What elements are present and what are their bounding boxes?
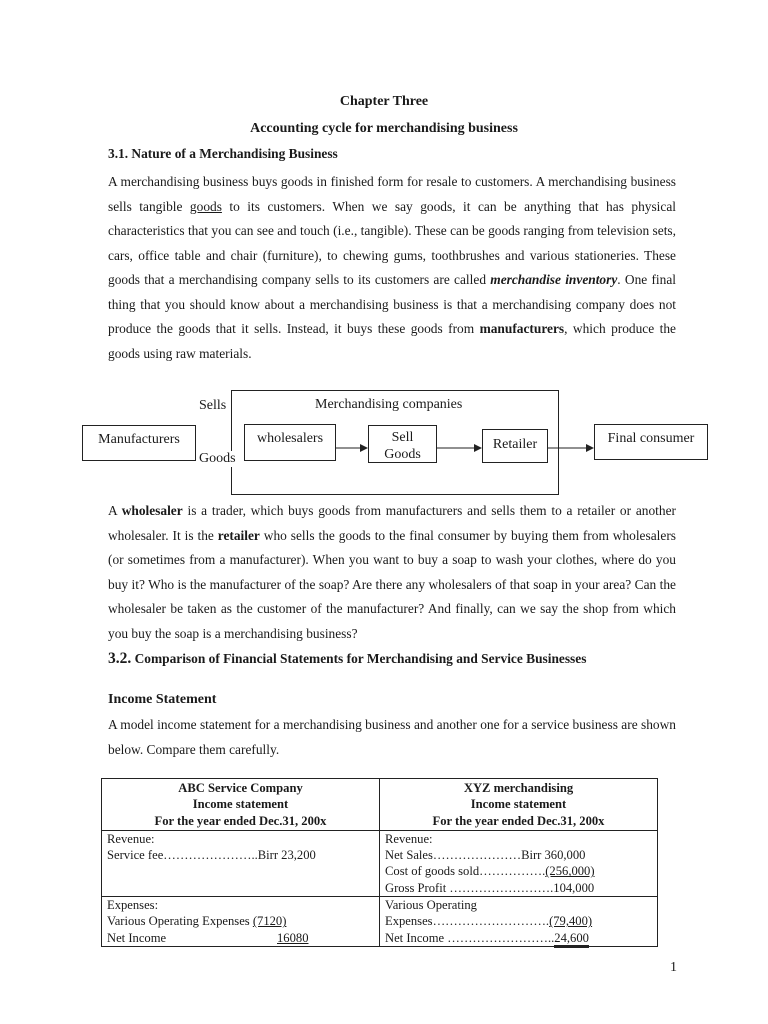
para1-text-1: A merchandising business buys goods in finished form for resale to customers. A merchandising business sells tangible xyxy=(108,174,676,214)
service-net-income-line xyxy=(107,930,379,946)
wholesalers-label: wholesalers xyxy=(256,431,324,446)
service-net-income-value: 16080 xyxy=(277,930,309,945)
supply-chain-diagram xyxy=(0,385,768,500)
service-revenue-label: Revenue: xyxy=(107,831,155,846)
paragraph-nature xyxy=(108,170,676,366)
sell-goods-line2: Goods xyxy=(384,447,421,462)
retailer-term: retailer xyxy=(217,527,260,543)
section-1-heading: 3.1. Nature of a Merchandising Business xyxy=(108,146,338,161)
paragraph-wholesaler xyxy=(108,499,676,646)
para3-text: A model income statement for a merchandising business and another one for a service business are shown below. Compare them carefully. xyxy=(108,717,676,757)
service-header-period: For the year ended Dec.31, 200x xyxy=(154,813,327,828)
final-consumer-label: Final consumer xyxy=(607,431,695,446)
merch-net-income-value: 24,600 xyxy=(554,931,589,948)
service-operating-expenses-label: Various Operating Expenses xyxy=(107,914,253,929)
merch-net-income-line xyxy=(385,930,657,946)
section-2-heading xyxy=(108,650,586,668)
merch-header-statement: Income statement xyxy=(470,797,567,812)
merch-revenue-label: Revenue: xyxy=(385,831,433,846)
section-2-number: 3.2. xyxy=(108,650,132,667)
service-header-statement: Income statement xyxy=(192,797,289,812)
sells-label: Sells xyxy=(199,398,227,413)
merch-header-period: For the year ended Dec.31, 200x xyxy=(432,813,605,828)
manufacturers-label: Manufacturers xyxy=(98,432,180,447)
service-net-income-label: Net Income xyxy=(107,930,167,945)
merch-expenses-value: (79,400) xyxy=(549,914,593,929)
cogs-value: (256,000) xyxy=(545,864,595,879)
service-revenue-cell xyxy=(102,830,380,896)
para2-text-1: is a trader, which buys goods from manufacturers and sells them to a retailer or another wholesaler. It is the xyxy=(108,503,676,543)
income-statement-comparison-table xyxy=(101,778,658,947)
gross-profit-line: Gross Profit …………………….104,000 xyxy=(385,880,595,895)
net-sales-line: Net Sales…………………Birr 360,000 xyxy=(385,848,586,863)
para2-text-a: A xyxy=(108,503,122,518)
service-company-header xyxy=(102,779,380,831)
merchandise-inventory-term: merchandise inventory xyxy=(490,272,618,287)
income-statement-heading: Income Statement xyxy=(108,692,217,707)
merch-net-income-label: Net Income …………………….. xyxy=(385,930,555,945)
table-header-row xyxy=(102,779,658,831)
table-revenue-row xyxy=(102,830,658,896)
wholesaler-term: wholesaler xyxy=(121,503,183,518)
merch-expenses-cell xyxy=(380,897,658,947)
chapter-subtitle: Accounting cycle for merchandising business xyxy=(250,121,518,136)
para1-text-3: . One final thing that you should know about a merchandising business is that a merchandising company does not produce the goods that it sells. Instead, it buys these goods from xyxy=(108,272,677,336)
cogs-line xyxy=(385,863,657,879)
retailer-label: Retailer xyxy=(492,437,538,452)
service-operating-expenses-value: (7120) xyxy=(252,914,287,929)
para2-text-2: who sells the goods to the final consumer by buying them from wholesalers (or sometimes from a manufacturer). When you want to buy a soap to wash your clothes, where do you buy it? Who is the manufacturer of the soap? Are there any wholesalers of that soap in your area? Can the wholesaler be taken as the customer of the manufacturer? And finally, can we say the shop from which you buy the soap is a merchandising business? xyxy=(108,527,676,641)
para1-text-2: to its customers. When we say goods, it can be anything that has physical characteristics that you can see and touch (i.e., tangible). These can be goods ranging from television sets, cars, office table and chair (furniture), to chewing gums, toothbrushes and various stationeries. These goods that a merchandising company sells to its customers are called xyxy=(108,198,677,287)
para1-text-4: , which produce the goods using raw materials. xyxy=(108,321,676,361)
paragraph-model-statement xyxy=(108,713,676,762)
chapter-title: Chapter Three xyxy=(339,94,429,109)
merch-various-operating-line: Various Operating xyxy=(385,898,477,913)
service-expenses-label: Expenses: xyxy=(107,898,159,913)
merch-expenses-line xyxy=(385,913,657,929)
merch-revenue-cell xyxy=(380,830,658,896)
page-number: 1 xyxy=(670,960,677,975)
merch-company-header xyxy=(380,779,658,831)
merch-header-name: XYZ merchandising xyxy=(463,781,574,795)
sell-goods-line1: Sell xyxy=(391,430,414,445)
table-expenses-row xyxy=(102,897,658,947)
goods-label: Goods xyxy=(199,451,236,466)
diagram-arrows xyxy=(0,385,768,500)
section-2-title: Comparison of Financial Statements for Merchandising and Service Businesses xyxy=(131,651,587,666)
merch-expenses-label: Expenses………………………. xyxy=(385,914,550,929)
service-fee-line: Service fee…………………..Birr 23,200 xyxy=(107,848,316,863)
manufacturers-term: manufacturers xyxy=(479,321,565,336)
group-title: Merchandising companies xyxy=(315,397,463,412)
service-expenses-cell xyxy=(102,897,380,947)
goods-link[interactable]: goods xyxy=(189,198,222,214)
service-operating-expenses-line xyxy=(107,913,379,929)
service-header-name: ABC Service Company xyxy=(178,781,303,795)
cogs-label: Cost of goods sold……………. xyxy=(385,864,546,879)
